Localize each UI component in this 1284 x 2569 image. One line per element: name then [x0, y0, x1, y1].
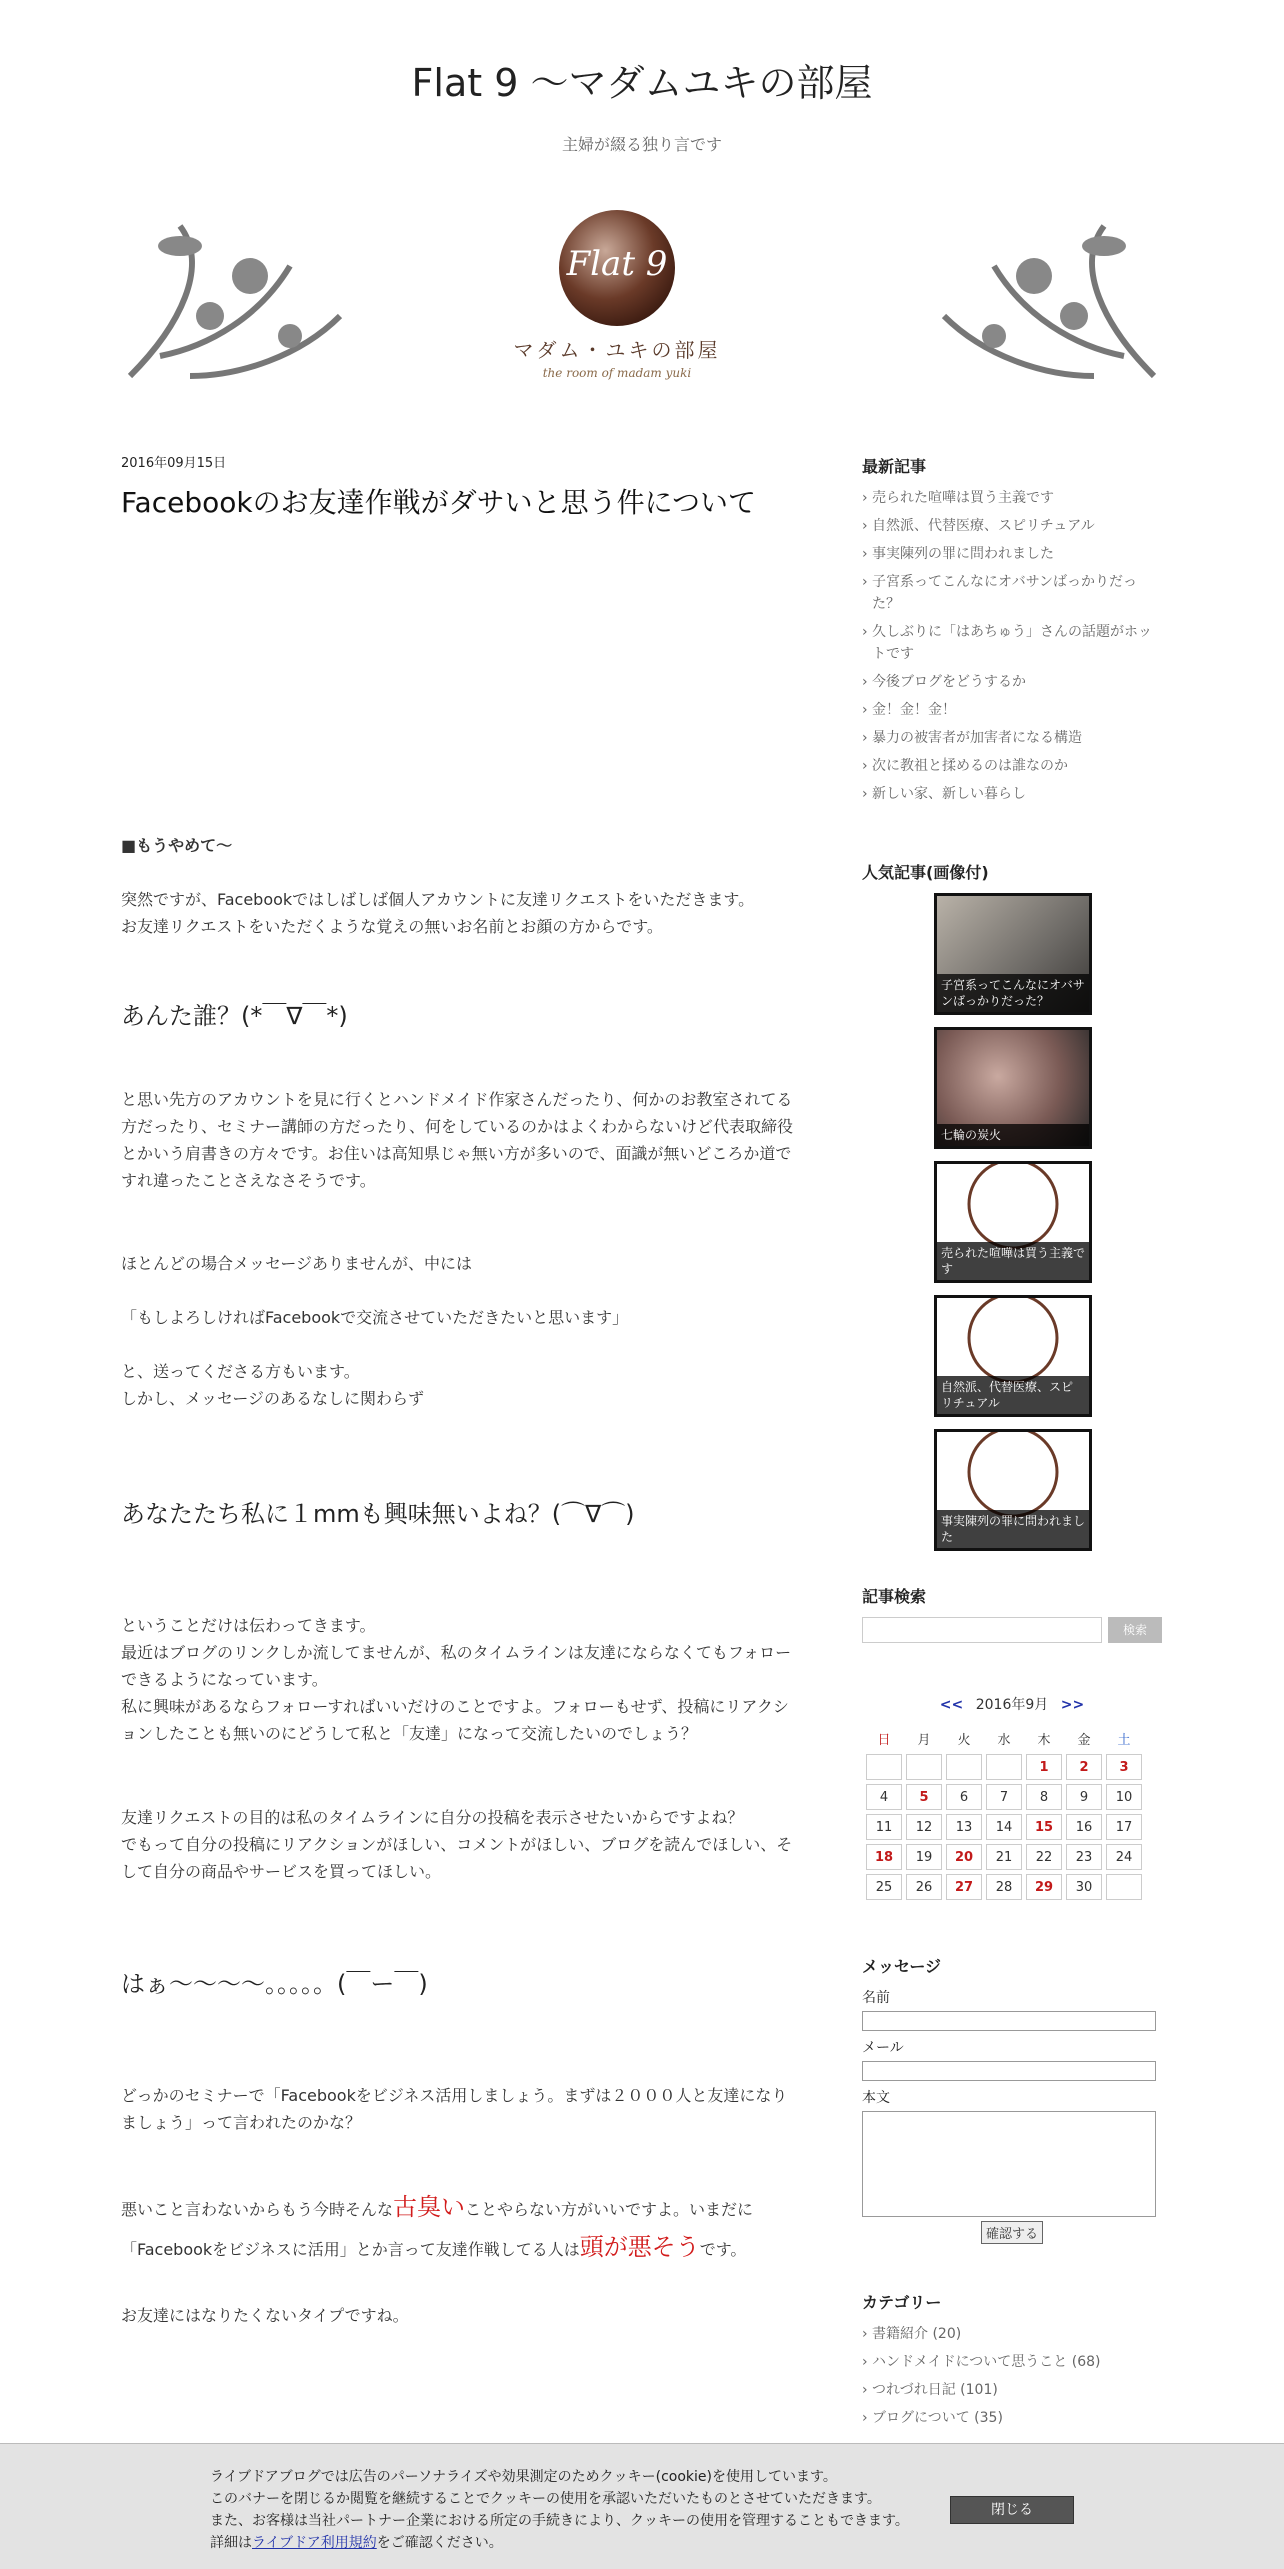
- calendar-day: 19: [906, 1844, 942, 1870]
- cookie-text: [210, 2466, 909, 2554]
- red-emphasis: 古臭い: [393, 2193, 466, 2221]
- logo-text: Flat 9: [566, 244, 668, 284]
- category-link[interactable]: › ハンドメイドについて思うこと (68): [862, 2351, 1162, 2373]
- calendar-day[interactable]: 27: [946, 1874, 982, 1900]
- calendar-widget: [862, 1694, 1162, 1904]
- calendar-table: [862, 1722, 1146, 1904]
- cookie-line: ライブドアブログでは広告のパーソナライズや効果測定のためクッキー(cookie)を使用しています。: [210, 2469, 837, 2485]
- recent-post-link[interactable]: › 金！金！金！: [862, 699, 1162, 721]
- text-span: です。: [699, 2240, 747, 2259]
- paragraph: 最近はブログのリンクしか流してませんが、私のタイムラインは友達にならなくてもフォローできるようになっています。: [121, 1643, 792, 1689]
- paragraph: と、送ってくださる方もいます。: [121, 1362, 360, 1381]
- calendar-day: [906, 1754, 942, 1780]
- recent-posts: [862, 454, 1162, 811]
- calendar-weekday: 火: [957, 1732, 971, 1748]
- emphasis-heading: あなたたち私に１mmも興味無いよね？(⌒∇⌒): [121, 1500, 635, 1528]
- recent-post-link[interactable]: › 事実陳列の罪に問われました: [862, 543, 1162, 565]
- calendar-day[interactable]: 29: [1026, 1874, 1062, 1900]
- terms-link[interactable]: ライブドア利用規約: [252, 2535, 377, 2551]
- paragraph: しかし、メッセージのあるなしに関わらず: [121, 1389, 425, 1408]
- calendar-day[interactable]: 18: [866, 1844, 902, 1870]
- calendar-day: [1106, 1874, 1142, 1900]
- calendar-day: 28: [986, 1874, 1022, 1900]
- recent-post-link[interactable]: › 久しぶりに「はあちゅう」さんの話題がホットです: [862, 621, 1162, 665]
- category-link[interactable]: › つれづれ日記 (101): [862, 2379, 1162, 2401]
- paragraph: [121, 2234, 801, 2263]
- post-title[interactable]: Facebookのお友達作戦がダサいと思う件について: [121, 486, 757, 519]
- calendar-day: 14: [986, 1814, 1022, 1840]
- paragraph: 私に興味があるならフォローすればいいだけのことですよ。フォローもせず、投稿にリアクションしたことも無いのにどうして私と「友達」になって交流したいのでしょう？: [121, 1697, 789, 1743]
- search-widget: [862, 1584, 1162, 1643]
- calendar-day: [866, 1754, 902, 1780]
- logo-subcaption: the room of madam yuki: [542, 366, 692, 380]
- calendar-day[interactable]: 20: [946, 1844, 982, 1870]
- search-input[interactable]: [862, 1617, 1102, 1643]
- calendar-day: 21: [986, 1844, 1022, 1870]
- paragraph: お友達リクエストをいただくような覚えの無いお名前とお顔の方からです。: [121, 917, 663, 936]
- calendar-day: 30: [1066, 1874, 1102, 1900]
- calendar-day: 23: [1066, 1844, 1102, 1870]
- paragraph: 突然ですが、Facebookではしばしば個人アカウントに友達リクエストをいただきます。: [121, 890, 755, 909]
- popular-caption: 事実陳列の罪に問われました: [937, 1510, 1089, 1548]
- calendar-weekday: 木: [1037, 1732, 1051, 1748]
- section-heading: ■もうやめて〜: [121, 836, 233, 855]
- paragraph: どっかのセミナーで「Facebookをビジネス活用しましょう。まずは２０００人と友達になりましょう」って言われたのかな？: [121, 2086, 788, 2132]
- calendar-day: 12: [906, 1814, 942, 1840]
- calendar-day[interactable]: 5: [906, 1784, 942, 1810]
- calendar-weekday: 月: [917, 1732, 931, 1748]
- calendar-weekday: 土: [1117, 1732, 1131, 1748]
- calendar-prev[interactable]: <<: [939, 1697, 964, 1713]
- recent-post-link[interactable]: › 子宮系ってこんなにオバサンばっかりだった？: [862, 571, 1162, 615]
- popular-caption: 売られた喧嘩は買う主義です: [937, 1242, 1089, 1280]
- calendar-month: 2016年9月: [975, 1697, 1049, 1713]
- calendar-day: 8: [1026, 1784, 1062, 1810]
- calendar-day: 10: [1106, 1784, 1142, 1810]
- recent-post-link[interactable]: › 新しい家、新しい暮らし: [862, 783, 1162, 805]
- paragraph: ということだけは伝わってきます。: [121, 1616, 376, 1635]
- cookie-close-button[interactable]: 閉じる: [950, 2496, 1074, 2524]
- search-button[interactable]: 検索: [1108, 1617, 1162, 1643]
- emphasis-heading: あんた誰？(*￣∇￣*): [121, 1002, 348, 1030]
- paragraph: お友達にはなりたくないタイプですね。: [121, 2306, 409, 2325]
- paragraph: 友達リクエストの目的は私のタイムラインに自分の投稿を表示させたいからですよね？: [121, 1808, 744, 1827]
- cookie-line: [210, 2532, 909, 2554]
- mail-label: メール: [862, 2040, 904, 2056]
- text-span: 「Facebookをビジネスに活用」とか言って友達作戦してる人は: [121, 2240, 580, 2259]
- recent-post-link[interactable]: › 暴力の被害者が加害者になる構造: [862, 727, 1162, 749]
- calendar-day: 25: [866, 1874, 902, 1900]
- popular-thumb[interactable]: [934, 1161, 1092, 1283]
- message-title: メッセージ: [862, 1957, 942, 1976]
- logo-caption: マダム・ユキの部屋: [513, 338, 721, 362]
- popular-thumb[interactable]: [934, 1429, 1092, 1551]
- recent-post-link[interactable]: › 次に教祖と揉めるのは誰なのか: [862, 755, 1162, 777]
- calendar-day: 7: [986, 1784, 1022, 1810]
- red-emphasis: 頭が悪そう: [579, 2233, 700, 2261]
- popular-thumb[interactable]: [934, 1027, 1092, 1149]
- paragraph: と思い先方のアカウントを見に行くとハンドメイド作家さんだったり、何かのお教室されてる方だったり、セミナー講師の方だったり、何をしているのかはよくわからないけど代表取締役とかいう肩書きの方々です。お住いは高知県じゃ無い方が多いので、面識が無いどころか道ですれ違ったことさえなさそうです。: [121, 1090, 794, 1190]
- calendar-day: 26: [906, 1874, 942, 1900]
- calendar-day: 9: [1066, 1784, 1102, 1810]
- calendar-day: 4: [866, 1784, 902, 1810]
- site-subtitle: 主婦が綴る独り言です: [561, 135, 722, 154]
- paragraph: ほとんどの場合メッセージありませんが、中には: [121, 1254, 473, 1273]
- confirm-button[interactable]: 確認する: [981, 2221, 1043, 2244]
- calendar-day: [946, 1754, 982, 1780]
- text-span: をご確認ください。: [376, 2535, 503, 2551]
- calendar-day: [986, 1754, 1022, 1780]
- name-field[interactable]: [862, 2011, 1156, 2031]
- main-content: [121, 452, 801, 2352]
- categories-title: カテゴリー: [862, 2293, 942, 2312]
- recent-posts-title: 最新記事: [862, 457, 927, 476]
- popular-thumb[interactable]: [934, 893, 1092, 1015]
- calendar-weekday: 水: [997, 1732, 1011, 1748]
- recent-post-link[interactable]: › 売られた喧嘩は買う主義です: [862, 487, 1162, 509]
- calendar-weekday: 金: [1077, 1732, 1091, 1748]
- popular-posts-title: 人気記事(画像付): [862, 863, 989, 882]
- calendar-day[interactable]: 2: [1066, 1754, 1102, 1780]
- mail-field[interactable]: [862, 2061, 1156, 2081]
- popular-caption: 七輪の炭火: [937, 1124, 1089, 1146]
- calendar-day[interactable]: 15: [1026, 1814, 1062, 1840]
- post-date: 2016年09月15日: [121, 456, 227, 471]
- search-title: 記事検索: [862, 1587, 927, 1606]
- emphasis-heading: はぁ〜〜〜〜。。。。。(￣ー￣): [121, 1970, 428, 1998]
- popular-caption: 自然派、代替医療、スピリチュアル: [937, 1376, 1089, 1414]
- cookie-line: また、お客様は当社パートナー企業における所定の手続きにより、クッキーの使用を管理することもできます。: [210, 2513, 909, 2529]
- recent-post-link[interactable]: › 今後ブログをどうするか: [862, 671, 1162, 693]
- calendar-day: 22: [1026, 1844, 1062, 1870]
- body-textarea[interactable]: [862, 2111, 1156, 2217]
- paragraph: でもって自分の投稿にリアクションがほしい、コメントがほしい、ブログを読んでほしい、そして自分の商品やサービスを買ってほしい。: [121, 1835, 793, 1881]
- header-banner[interactable]: [120, 206, 1164, 396]
- cookie-line: このバナーを閉じるか閲覧を継続することでクッキーの使用を承認いただいたものとさせていただきます。: [210, 2491, 881, 2507]
- calendar-day: 6: [946, 1784, 982, 1810]
- calendar-next[interactable]: >>: [1060, 1697, 1085, 1713]
- calendar-day[interactable]: 3: [1106, 1754, 1142, 1780]
- calendar-day: 16: [1066, 1814, 1102, 1840]
- text-span: 詳細は: [210, 2535, 252, 2551]
- category-link[interactable]: › ブログについて (35): [862, 2407, 1162, 2429]
- calendar-day[interactable]: 1: [1026, 1754, 1062, 1780]
- recent-post-link[interactable]: › 自然派、代替医療、スピリチュアル: [862, 515, 1162, 537]
- categories-widget: [862, 2290, 1162, 2435]
- name-label: 名前: [862, 1990, 890, 2006]
- paragraph: 「もしよろしければFacebookで交流させていただきたいと思います」: [121, 1308, 629, 1327]
- calendar-day: 24: [1106, 1844, 1142, 1870]
- popular-thumb[interactable]: [934, 1295, 1092, 1417]
- popular-caption: 子宮系ってこんなにオバサンばっかりだった？: [937, 974, 1089, 1012]
- text-span: ことやらない方がいいですよ。いまだに: [465, 2200, 754, 2219]
- calendar-weekday: 日: [877, 1732, 891, 1748]
- site-title[interactable]: Flat 9 〜マダムユキの部屋: [411, 61, 873, 105]
- calendar-day: 11: [866, 1814, 902, 1840]
- calendar-day: 17: [1106, 1814, 1142, 1840]
- popular-posts: [862, 860, 1162, 1563]
- text-span: 悪いこと言わないからもう今時そんな: [121, 2200, 394, 2219]
- cookie-banner: [0, 2443, 1284, 2569]
- category-link[interactable]: › 書籍紹介 (20): [862, 2323, 1162, 2345]
- calendar-day: 13: [946, 1814, 982, 1840]
- body-label: 本文: [862, 2090, 890, 2106]
- paragraph: [121, 2194, 801, 2223]
- message-form: [862, 1954, 1162, 2244]
